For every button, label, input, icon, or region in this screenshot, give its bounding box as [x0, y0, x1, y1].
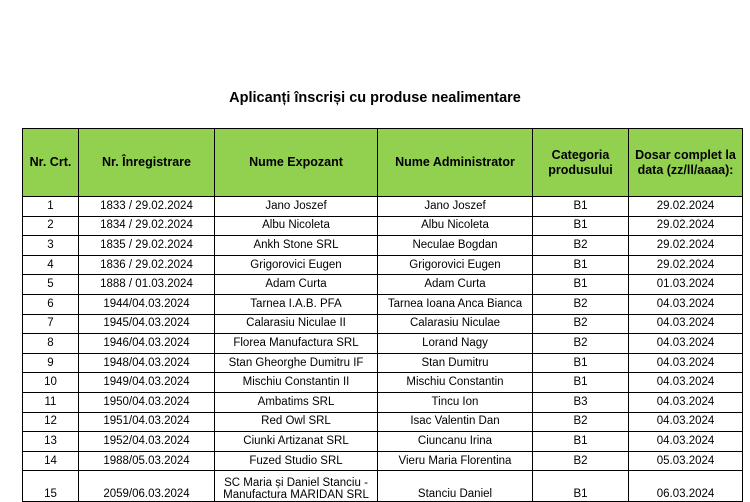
registration-number-cell: 1948/04.03.2024 [79, 353, 215, 373]
complete-file-date-cell: 04.03.2024 [629, 373, 743, 393]
registration-number-cell: 1952/04.03.2024 [79, 432, 215, 452]
row-number-cell: 5 [23, 275, 79, 295]
row-number-cell: 1 [23, 197, 79, 217]
table-row [23, 353, 743, 373]
row-number-cell: 3 [23, 236, 79, 256]
administrator-name-cell: Ciuncanu Irina [378, 432, 533, 452]
exhibitor-name-cell: Red Owl SRL [215, 412, 378, 432]
header-categoria-produsului: Categoria produsului [533, 129, 629, 197]
product-category-cell: B2 [533, 294, 629, 314]
administrator-name-cell: Mischiu Constantin [378, 373, 533, 393]
table-row [23, 432, 743, 452]
table-row [23, 392, 743, 412]
exhibitor-name-cell: Stan Gheorghe Dumitru IF [215, 353, 378, 373]
exhibitor-name-cell: Fuzed Studio SRL [215, 451, 378, 471]
row-number-cell: 14 [23, 451, 79, 471]
header-nr-inregistrare: Nr. Înregistrare [79, 129, 215, 197]
administrator-name-cell: Stanciu Daniel [378, 471, 533, 502]
complete-file-date-cell: 06.03.2024 [629, 471, 743, 502]
registration-number-cell: 1945/04.03.2024 [79, 314, 215, 334]
exhibitor-name-cell: Florea Manufactura SRL [215, 334, 378, 354]
administrator-name-cell: Grigorovici Eugen [378, 255, 533, 275]
product-category-cell: B1 [533, 471, 629, 502]
complete-file-date-cell: 04.03.2024 [629, 294, 743, 314]
complete-file-date-cell: 29.02.2024 [629, 216, 743, 236]
row-number-cell: 6 [23, 294, 79, 314]
complete-file-date-cell: 29.02.2024 [629, 197, 743, 217]
product-category-cell: B2 [533, 314, 629, 334]
administrator-name-cell: Tarnea Ioana Anca Bianca [378, 294, 533, 314]
exhibitor-name-cell: SC Maria și Daniel Stanciu - Manufactura MARIDAN SRL [215, 471, 378, 502]
administrator-name-cell: Adam Curta [378, 275, 533, 295]
administrator-name-cell: Neculae Bogdan [378, 236, 533, 256]
registration-number-cell: 1835 / 29.02.2024 [79, 236, 215, 256]
exhibitor-name-cell: Grigorovici Eugen [215, 255, 378, 275]
exhibitor-name-cell: Mischiu Constantin II [215, 373, 378, 393]
exhibitor-name-cell: Calarasiu Niculae II [215, 314, 378, 334]
complete-file-date-cell: 04.03.2024 [629, 432, 743, 452]
page-title: Aplicanți înscriși cu produse nealimentare [229, 90, 521, 106]
product-category-cell: B2 [533, 236, 629, 256]
exhibitor-name-cell: Adam Curta [215, 275, 378, 295]
complete-file-date-cell: 29.02.2024 [629, 255, 743, 275]
complete-file-date-cell: 29.02.2024 [629, 236, 743, 256]
registration-number-cell: 1949/04.03.2024 [79, 373, 215, 393]
product-category-cell: B1 [533, 275, 629, 295]
product-category-cell: B1 [533, 432, 629, 452]
row-number-cell: 10 [23, 373, 79, 393]
registration-number-cell: 1834 / 29.02.2024 [79, 216, 215, 236]
product-category-cell: B3 [533, 392, 629, 412]
registration-number-cell: 1988/05.03.2024 [79, 451, 215, 471]
header-nr-crt: Nr. Crt. [23, 129, 79, 197]
table-row [23, 373, 743, 393]
row-number-cell: 2 [23, 216, 79, 236]
registration-number-cell: 1836 / 29.02.2024 [79, 255, 215, 275]
administrator-name-cell: Vieru Maria Florentina [378, 451, 533, 471]
row-number-cell: 8 [23, 334, 79, 354]
product-category-cell: B2 [533, 451, 629, 471]
header-dosar-complet: Dosar complet la data (zz/ll/aaaa): [629, 129, 743, 197]
table-row [23, 334, 743, 354]
table-row [23, 275, 743, 295]
product-category-cell: B1 [533, 197, 629, 217]
table-row [23, 236, 743, 256]
product-category-cell: B1 [533, 216, 629, 236]
registration-number-cell: 1950/04.03.2024 [79, 392, 215, 412]
complete-file-date-cell: 04.03.2024 [629, 314, 743, 334]
row-number-cell: 11 [23, 392, 79, 412]
registration-number-cell: 1951/04.03.2024 [79, 412, 215, 432]
header-nume-expozant: Nume Expozant [215, 129, 378, 197]
complete-file-date-cell: 05.03.2024 [629, 451, 743, 471]
administrator-name-cell: Isac Valentin Dan [378, 412, 533, 432]
registration-number-cell: 1833 / 29.02.2024 [79, 197, 215, 217]
exhibitor-name-cell: Albu Nicoleta [215, 216, 378, 236]
row-number-cell: 12 [23, 412, 79, 432]
registration-number-cell: 1888 / 01.03.2024 [79, 275, 215, 295]
product-category-cell: B1 [533, 353, 629, 373]
table-row [23, 255, 743, 275]
row-number-cell: 7 [23, 314, 79, 334]
table-row [23, 314, 743, 334]
exhibitor-name-cell: Ambatims SRL [215, 392, 378, 412]
administrator-name-cell: Stan Dumitru [378, 353, 533, 373]
registration-number-cell: 2059/06.03.2024 [79, 471, 215, 502]
complete-file-date-cell: 04.03.2024 [629, 353, 743, 373]
row-number-cell: 4 [23, 255, 79, 275]
complete-file-date-cell: 04.03.2024 [629, 412, 743, 432]
table-row [23, 471, 743, 502]
complete-file-date-cell: 04.03.2024 [629, 334, 743, 354]
complete-file-date-cell: 04.03.2024 [629, 392, 743, 412]
product-category-cell: B1 [533, 373, 629, 393]
exhibitor-name-cell: Ankh Stone SRL [215, 236, 378, 256]
table-header-row [23, 129, 743, 197]
product-category-cell: B1 [533, 255, 629, 275]
table-row [23, 216, 743, 236]
row-number-cell: 9 [23, 353, 79, 373]
exhibitor-name-cell: Ciunki Artizanat SRL [215, 432, 378, 452]
applicants-table [22, 128, 743, 502]
exhibitor-name-cell: Jano Joszef [215, 197, 378, 217]
table-row [23, 451, 743, 471]
registration-number-cell: 1946/04.03.2024 [79, 334, 215, 354]
product-category-cell: B2 [533, 334, 629, 354]
administrator-name-cell: Jano Joszef [378, 197, 533, 217]
table-row [23, 197, 743, 217]
administrator-name-cell: Calarasiu Niculae [378, 314, 533, 334]
complete-file-date-cell: 01.03.2024 [629, 275, 743, 295]
header-nume-administrator: Nume Administrator [378, 129, 533, 197]
administrator-name-cell: Albu Nicoleta [378, 216, 533, 236]
product-category-cell: B2 [533, 412, 629, 432]
table-row [23, 294, 743, 314]
exhibitor-name-cell: Tarnea I.A.B. PFA [215, 294, 378, 314]
administrator-name-cell: Lorand Nagy [378, 334, 533, 354]
table-row [23, 412, 743, 432]
administrator-name-cell: Tincu Ion [378, 392, 533, 412]
row-number-cell: 13 [23, 432, 79, 452]
registration-number-cell: 1944/04.03.2024 [79, 294, 215, 314]
row-number-cell: 15 [23, 471, 79, 502]
